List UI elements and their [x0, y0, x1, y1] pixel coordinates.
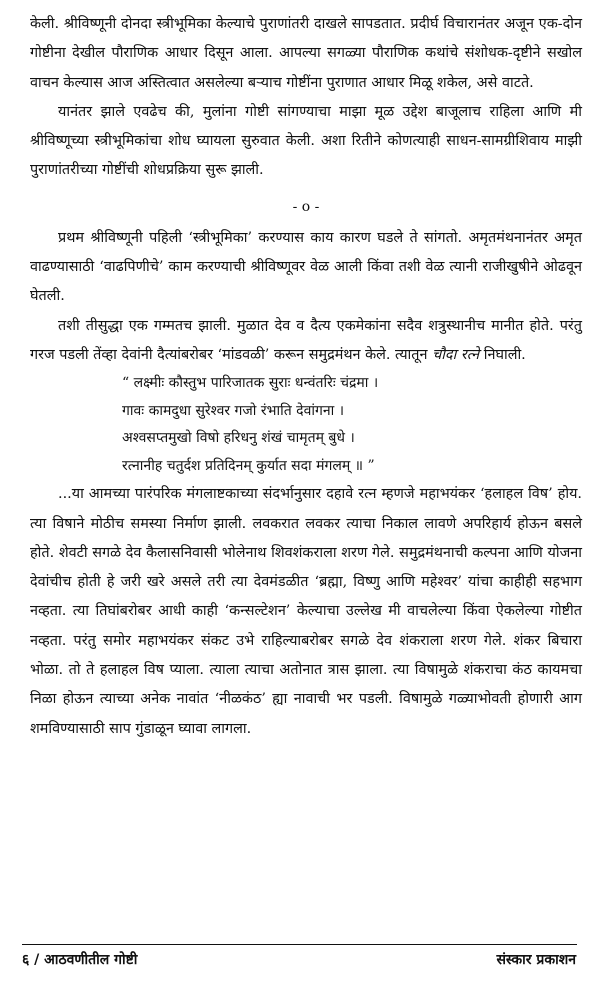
page-number-and-title: ६ / आठवणीतील गोष्टी: [22, 952, 138, 968]
paragraph-4-emphasis: चौदा रत्ने: [432, 346, 480, 363]
paragraph-4-text: तशी तीसुद्धा एक गम्मतच झाली. मुळात देव व दैत्य एकमेकांना सदैव शत्रुस्थानीच मानीत होते. परंतु गरज पडली तेंव्हा देवांनी दैत्यांबरोबर ‘मांडवळी’ करून समुद्रमंथन केले. त्यातून: [30, 317, 582, 363]
paragraph-1: केली. श्रीविष्णूनी दोनदा स्त्रीभूमिका केल्याचे पुराणांतरी दाखले सापडतात. प्रदीर्घ विचारानंतर अजून एक-दोन गोष्टीना देखील पौराणिक आधार दिसून आला. आपल्या सगळ्या पौराणिक कथांचे संशोधक-दृष्टीने सखोल वाचन केल्यास आज अस्तित्वात असलेल्या बऱ्याच गोष्टींना पुराणात आधार मिळू शकेल, असे वाटते.: [30, 16, 582, 91]
paragraph-4: [30, 312, 582, 371]
verse-line-4: रत्नानीह चतुर्दश प्रतिदिनम् कुर्यात सदा मंगलम् ॥ ”: [122, 457, 375, 474]
sanskrit-verse: [122, 370, 582, 480]
paragraph-2: यानंतर झाले एवढेच की, मुलांना गोष्टी सांगण्याचा माझा मूळ उद्देश बाजूलाच राहिला आणि मी श्रीविष्णूच्या स्त्रीभूमिकांचा शोध घ्यायला सुरुवात केली. अशा रितीने कोणत्याही साधन-सामग्रीशिवाय माझी पुराणांतरीच्या गोष्टींची शोधप्रक्रिया सुरू झाली.: [30, 103, 582, 179]
paragraph-5: ...या आमच्या पारंपरिक मंगलाष्टकाच्या संदर्भानुसार दहावे रत्न म्हणजे महाभयंकर ‘हलाहल विष’ होय. त्या विषाने मोठीच समस्या निर्माण झाली. लवकरात लवकर त्याचा निकाल लावणे अपरिहार्य होऊन बसले होते. शेवटी सगळे देव कैलासनिवासी भोलेनाथ शिवशंकराला शरण गेले. समुद्रमंथनाची कल्पना आणि योजना देवांचीच होती हे जरी खरे असले तरी त्या देवमंडळीत ‘ब्रह्मा, विष्णु आणि महेश्वर’ यांचा काहीही सहभाग नव्हता. त्या तिघांबरोबर आधी काही ‘कन्सल्टेशन’ केल्याचा उल्लेख मी वाचलेल्या किंवा ऐकलेल्या गोष्टीत नव्हता. परंतु समोर महाभयंकर संकट उभे राहिल्याबरोबर सगळे देव शंकराला शरण गेले. शंकर बिचारा भोळा. तो ते हलाहल विष प्याला. त्याला त्याचा अतोनात त्रास झाला. त्या विषामुळे शंकराचा कंठ कायमचा निळा होऊन त्याच्या अनेक नावांत ‘नीळकंठ’ ह्या नावाची भर पडली. विषामुळे गळ्याभोवती होणारी आग शमविण्यासाठी साप गुंडाळून घ्यावा लागला.: [30, 486, 582, 737]
verse-line-1: “ लक्ष्मीः कौस्तुभ पारिजातक सुराः धन्वंतरिः चंद्रमा ।: [122, 375, 379, 392]
paragraph-3: प्रथम श्रीविष्णूनी पहिली ‘स्त्रीभूमिका’ करण्यास काय कारण घडले ते सांगतो. अमृतमंथनानंतर अमृत वाढण्यासाठी ‘वाढपिणीचे’ काम करण्याची श्रीविष्णूवर वेळ आली किंवा तशी वेळ त्यानी राजीखुषीने ओढवून घेतली.: [30, 229, 582, 305]
paragraph-4-end: निघाली.: [483, 346, 526, 363]
footer-rule: [22, 944, 577, 945]
section-divider: - o -: [292, 198, 320, 215]
body-text: [30, 10, 582, 744]
verse-line-2: गावः कामदुधा सुरेश्वर गजो रंभाति देवांगना ।: [122, 402, 345, 419]
verse-line-3: अश्वसप्तमुखो विषो हरिधनु शंखं चामृतम् बुधे ।: [122, 430, 355, 447]
publisher-name: संस्कार प्रकाशन: [496, 952, 576, 968]
